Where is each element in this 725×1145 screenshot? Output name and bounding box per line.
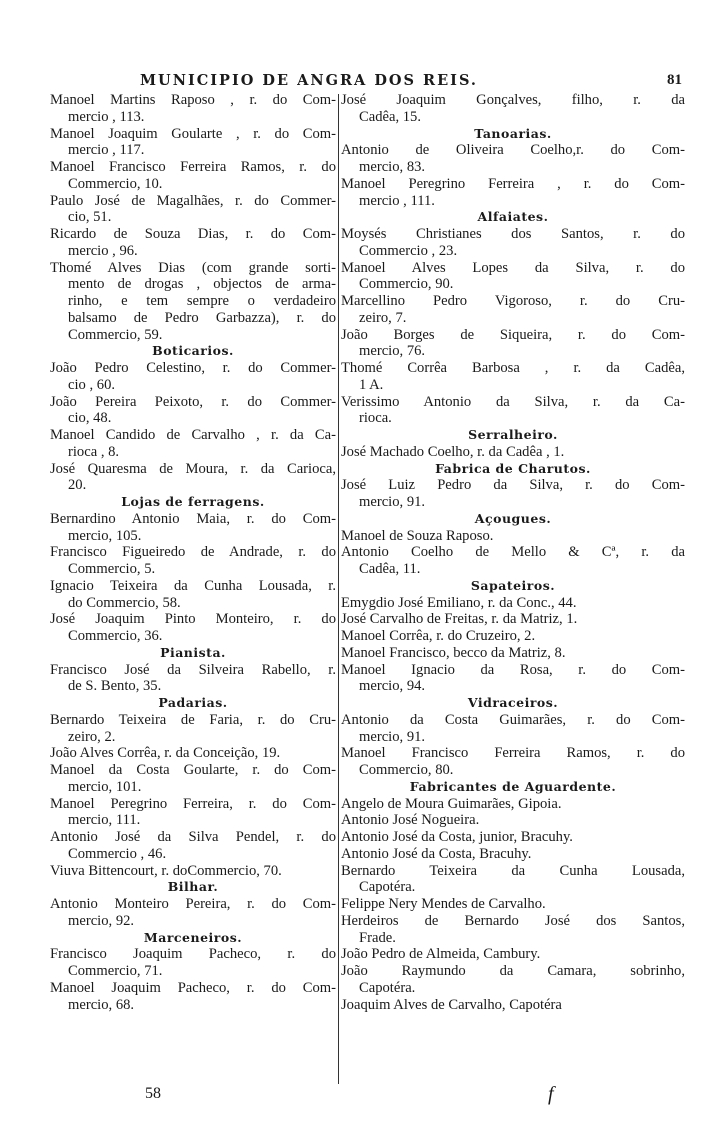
directory-entry bbox=[50, 159, 336, 193]
entry-line: João Pedro Celestino, r. do Commer- bbox=[50, 360, 336, 376]
entry-line: José Quaresma de Moura, r. da Carioca, bbox=[50, 460, 336, 477]
entry-line: João Borges de Siqueira, r. do Com- bbox=[341, 326, 685, 343]
directory-entry bbox=[50, 260, 336, 344]
directory-entry bbox=[341, 896, 685, 913]
entry-line: José Joaquim Pinto Monteiro, r. do bbox=[50, 611, 336, 628]
section-heading: Vidraceiros. bbox=[467, 695, 559, 710]
entry-line: Cadêa, 11. bbox=[359, 561, 421, 577]
entry-line: Francisco Figueiredo de Andrade, r. do bbox=[50, 544, 336, 561]
section-heading: Pianista. bbox=[160, 644, 226, 660]
entry-line: Manoel Joaquim Pacheco, r. do Com- bbox=[50, 979, 336, 996]
entry-line: Commercio , 46. bbox=[68, 845, 167, 862]
entry-line: mercio , 117. bbox=[68, 142, 145, 159]
entry-line: mercio , 111. bbox=[359, 192, 435, 209]
directory-entry bbox=[50, 461, 336, 495]
directory-entry bbox=[341, 611, 685, 628]
section-heading: Padarias. bbox=[158, 695, 228, 710]
directory-entry bbox=[50, 712, 336, 746]
entry-line: Manoel Peregrino Ferreira, r. do Com- bbox=[50, 795, 336, 812]
directory-entry bbox=[50, 745, 336, 762]
entry-line: rioca. bbox=[359, 410, 392, 427]
directory-entry bbox=[341, 812, 685, 829]
directory-entry bbox=[341, 963, 685, 997]
entry-line: Manoel Martins Raposo , r. do Com- bbox=[50, 92, 336, 108]
entry-line: Francisco Joaquim Pacheco, r. do bbox=[50, 946, 336, 963]
section-heading: Bilhar. bbox=[167, 879, 219, 895]
directory-entry bbox=[341, 142, 685, 176]
entry-line: Antonio Monteiro Pereira, r. do Com- bbox=[50, 896, 336, 912]
entry-line: cio , 60. bbox=[68, 376, 116, 393]
right-column bbox=[341, 92, 685, 1013]
directory-entry bbox=[341, 260, 685, 294]
section-heading: Boticarios. bbox=[152, 343, 234, 359]
entry-line: Manoel Joaquim Goularte , r. do Com- bbox=[50, 125, 336, 142]
directory-entry bbox=[50, 578, 336, 612]
entry-line: Manoel Candido de Carvalho , r. da Ca- bbox=[50, 427, 336, 443]
entry-line: Manoel Francisco, becco da Matriz, 8. bbox=[341, 644, 566, 661]
directory-entry bbox=[341, 662, 685, 696]
section-heading: Lojas de ferragens. bbox=[121, 494, 265, 509]
directory-entry bbox=[341, 863, 685, 897]
directory-entry bbox=[341, 477, 685, 511]
entry-line: Capotéra. bbox=[359, 979, 416, 996]
directory-entry bbox=[341, 913, 685, 947]
column-divider bbox=[338, 94, 339, 1084]
directory-entry bbox=[50, 427, 336, 461]
directory-entry bbox=[50, 946, 336, 980]
directory-entry bbox=[50, 980, 336, 1014]
signature-mark: f bbox=[548, 1083, 554, 1105]
section-heading: Sapateiros. bbox=[470, 577, 556, 593]
entry-line: Capotéra. bbox=[359, 879, 416, 896]
directory-entry bbox=[50, 762, 336, 796]
left-column bbox=[50, 92, 336, 1013]
directory-entry bbox=[341, 997, 685, 1014]
directory-entry bbox=[50, 126, 336, 160]
entry-line: Cadêa, 15. bbox=[359, 108, 422, 125]
entry-line: Manoel Francisco Ferreira Ramos, r. do bbox=[341, 745, 685, 762]
entry-line: Manoel Corrêa, r. do Cruzeiro, 2. bbox=[341, 628, 536, 644]
entry-line: mercio, 111. bbox=[68, 812, 141, 829]
entry-line: mercio, 105. bbox=[68, 527, 142, 544]
entry-line: Commercio, 90. bbox=[359, 276, 454, 293]
directory-entry bbox=[50, 544, 336, 578]
entry-line: Angelo de Moura Guimarães, Gipoia. bbox=[341, 795, 562, 812]
directory-entry bbox=[341, 628, 685, 645]
entry-line: 20. bbox=[68, 477, 87, 494]
entry-line: Antonio Coelho de Mello & Cª, r. da bbox=[341, 544, 685, 561]
entry-line: mercio, 76. bbox=[359, 343, 426, 360]
entry-line: Commercio, 10. bbox=[68, 175, 163, 192]
section-heading: Serralheiro. bbox=[468, 427, 558, 442]
entry-line: mercio, 94. bbox=[359, 678, 426, 695]
directory-entry bbox=[341, 360, 685, 394]
section-heading: Marceneiros. bbox=[143, 929, 243, 945]
entry-line: José Luiz Pedro da Silva, r. do Com- bbox=[341, 477, 685, 494]
entry-line: Herdeiros de Bernardo José dos Santos, bbox=[341, 912, 685, 929]
entry-line: mercio , 113. bbox=[68, 108, 145, 125]
entry-line: Commercio, 36. bbox=[68, 628, 163, 644]
entry-line: mercio, 83. bbox=[359, 159, 426, 175]
entry-line: mercio , 96. bbox=[68, 242, 138, 259]
entry-line: rioca , 8. bbox=[68, 443, 120, 460]
directory-entry bbox=[341, 829, 685, 846]
section-heading: Açougues. bbox=[474, 510, 552, 526]
entry-line: Bernardo Teixeira de Faria, r. do Cru- bbox=[50, 711, 336, 728]
entry-line: zeiro, 7. bbox=[359, 309, 407, 326]
directory-entry bbox=[341, 595, 685, 612]
entry-line: Commercio, 59. bbox=[68, 326, 163, 343]
entry-line: Antonio da Costa Guimarães, r. do Com- bbox=[341, 711, 685, 728]
entry-line: zeiro, 2. bbox=[68, 728, 116, 745]
directory-entry bbox=[341, 293, 685, 327]
directory-entry bbox=[50, 394, 336, 428]
entry-line: rinho, e tem sempre o verdadeiro bbox=[68, 293, 336, 309]
entry-line: Verissimo Antonio da Silva, r. da Ca- bbox=[341, 393, 685, 410]
directory-entry bbox=[50, 193, 336, 227]
entry-line: Paulo José de Magalhães, r. do Commer- bbox=[50, 192, 336, 209]
section-heading: Alfaiates. bbox=[477, 209, 549, 225]
section-heading: Fabrica de Charutos. bbox=[435, 460, 591, 476]
directory-entry bbox=[50, 92, 336, 126]
directory-entry bbox=[341, 92, 685, 126]
footer-page-number: 58 bbox=[145, 1085, 161, 1102]
directory-entry bbox=[341, 745, 685, 779]
directory-entry bbox=[341, 226, 685, 260]
entry-line: Moysés Christianes dos Santos, r. do bbox=[341, 226, 685, 242]
entry-line: Manoel Francisco Ferreira Ramos, r. do bbox=[50, 159, 336, 175]
entry-line: José Carvalho de Freitas, r. da Matriz, 1. bbox=[341, 611, 578, 628]
directory-entry bbox=[50, 796, 336, 830]
entry-line: Bernardino Antonio Maia, r. do Com- bbox=[50, 510, 336, 527]
entry-line: Francisco José da Silveira Rabello, r. bbox=[50, 661, 336, 678]
entry-line: Manoel Peregrino Ferreira , r. do Com- bbox=[341, 175, 685, 192]
entry-line: Viuva Bittencourt, r. doCommercio, 70. bbox=[50, 862, 282, 879]
page-number: 81 bbox=[667, 72, 682, 88]
entry-line: 1 A. bbox=[359, 376, 384, 393]
page-title: MUNICIPIO DE ANGRA DOS REIS. bbox=[140, 72, 478, 89]
directory-entry bbox=[50, 662, 336, 696]
entry-line: Antonio José Nogueira. bbox=[341, 812, 480, 829]
entry-line: João Raymundo da Camara, sobrinho, bbox=[341, 963, 685, 979]
section-heading: Fabricantes de Aguardente. bbox=[409, 778, 617, 794]
entry-line: Antonio José da Costa, Bracuhy. bbox=[341, 845, 532, 862]
entry-line: mercio, 101. bbox=[68, 778, 142, 795]
entry-line: Commercio , 23. bbox=[359, 242, 458, 259]
entry-line: José Joaquim Gonçalves, filho, r. da bbox=[341, 92, 685, 108]
directory-entry bbox=[50, 829, 336, 863]
directory-entry bbox=[50, 511, 336, 545]
entry-line: José Machado Coelho, r. da Cadêa , 1. bbox=[341, 443, 565, 460]
entry-line: de S. Bento, 35. bbox=[68, 678, 162, 695]
entry-line: mercio, 92. bbox=[68, 912, 135, 929]
entry-line: Ricardo de Souza Dias, r. do Com- bbox=[50, 226, 336, 242]
section-heading: Tanoarias. bbox=[474, 125, 552, 141]
directory-entry bbox=[50, 360, 336, 394]
directory-entry bbox=[341, 846, 685, 863]
directory-entry bbox=[50, 611, 336, 645]
directory-entry bbox=[341, 444, 685, 461]
entry-line: João Pedro de Almeida, Cambury. bbox=[341, 946, 541, 963]
entry-line: Antonio de Oliveira Coelho,r. do Com- bbox=[341, 142, 685, 159]
entry-line: Antonio José da Costa, junior, Bracuhy. bbox=[341, 829, 573, 845]
entry-line: Emygdio José Emiliano, r. da Conc., 44. bbox=[341, 594, 577, 611]
directory-entry bbox=[341, 796, 685, 813]
directory-entry bbox=[341, 544, 685, 578]
entry-line: cio, 51. bbox=[68, 209, 112, 226]
directory-entry bbox=[341, 394, 685, 428]
entry-line: Frade. bbox=[359, 929, 396, 946]
directory-entry bbox=[341, 712, 685, 746]
entry-line: cio, 48. bbox=[68, 410, 112, 427]
entry-line: Joaquim Alves de Carvalho, Capotéra bbox=[341, 996, 562, 1013]
entry-line: Felippe Nery Mendes de Carvalho. bbox=[341, 896, 546, 912]
entry-line: Manoel Ignacio da Rosa, r. do Com- bbox=[341, 661, 685, 678]
entry-line: Thomé Alves Dias (com grande sorti- bbox=[50, 259, 336, 276]
entry-line: Manoel Alves Lopes da Silva, r. do bbox=[341, 259, 685, 276]
directory-entry bbox=[50, 896, 336, 930]
entry-line: balsamo de Pedro Garbazza), r. do bbox=[68, 309, 336, 326]
directory-entry bbox=[50, 226, 336, 260]
entry-line: Antonio José da Silva Pendel, r. do bbox=[50, 829, 336, 845]
directory-entry bbox=[341, 645, 685, 662]
entry-line: mercio, 91. bbox=[359, 494, 426, 510]
entry-line: Bernardo Teixeira da Cunha Lousada, bbox=[341, 862, 685, 879]
running-header bbox=[140, 72, 700, 92]
directory-entry bbox=[341, 176, 685, 210]
directory-entry bbox=[341, 946, 685, 963]
directory-entry bbox=[341, 528, 685, 545]
entry-line: mercio, 68. bbox=[68, 996, 135, 1013]
entry-line: Marcellino Pedro Vigoroso, r. do Cru- bbox=[341, 293, 685, 309]
entry-line: Ignacio Teixeira da Cunha Lousada, r. bbox=[50, 577, 336, 594]
entry-line: Commercio, 80. bbox=[359, 762, 454, 778]
entry-line: Thomé Corrêa Barbosa , r. da Cadêa, bbox=[341, 360, 685, 376]
entry-line: Manoel da Costa Goularte, r. do Com- bbox=[50, 762, 336, 778]
entry-line: do Commercio, 58. bbox=[68, 594, 181, 611]
entry-line: Manoel de Souza Raposo. bbox=[341, 527, 494, 544]
entry-line: João Pereira Peixoto, r. do Commer- bbox=[50, 393, 336, 410]
entry-line: Commercio, 5. bbox=[68, 561, 156, 577]
directory-entry bbox=[341, 327, 685, 361]
entry-line: João Alves Corrêa, r. da Conceição, 19. bbox=[50, 745, 281, 762]
entry-line: mento de drogas , objectos de arma- bbox=[68, 276, 336, 293]
entry-line: mercio, 91. bbox=[359, 728, 426, 745]
entry-line: Commercio, 71. bbox=[68, 963, 163, 979]
directory-entry bbox=[50, 863, 336, 880]
